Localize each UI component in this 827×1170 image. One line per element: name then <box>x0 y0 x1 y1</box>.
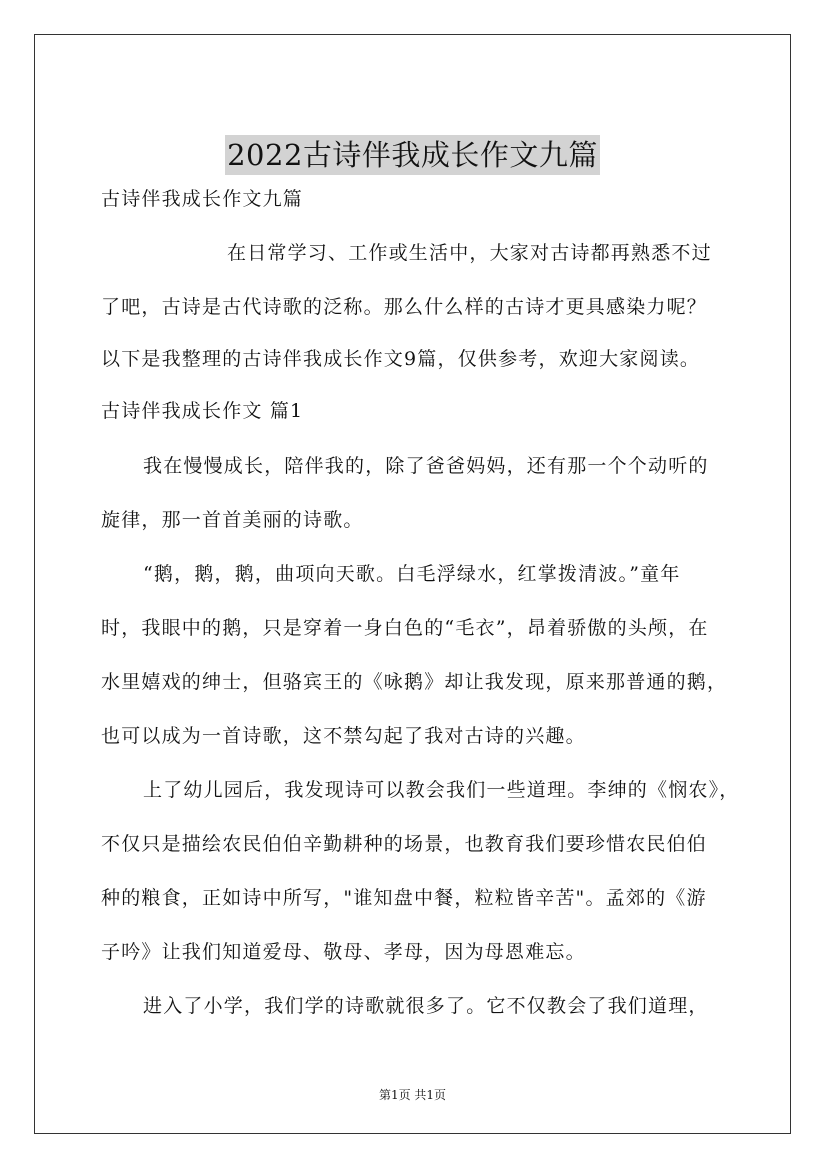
body-line: 旋律，那一首首美丽的诗歌。 <box>101 509 364 531</box>
body-line: 我在慢慢成长，陪伴我的，除了爸爸妈妈，还有那一个个动听的 <box>143 455 709 477</box>
body-line: 以下是我整理的古诗伴我成长作文9篇，仅供参考，欢迎大家阅读。 <box>101 348 701 370</box>
body-line: 进入了小学，我们学的诗歌就很多了。它不仅教会了我们道理， <box>143 995 709 1017</box>
subtitle-line: 古诗伴我成长作文九篇 <box>101 188 304 210</box>
body-line: 水里嬉戏的绅士，但骆宾王的《咏鹅》却让我发现，原来那普通的鹅， <box>101 671 728 693</box>
section-heading: 古诗伴我成长作文 篇1 <box>101 400 304 422</box>
body-line: 子吟》让我们知道爱母、敬母、孝母，因为母恩难忘。 <box>101 941 586 963</box>
body-line: 也可以成为一首诗歌，这不禁勾起了我对古诗的兴趣。 <box>101 725 586 747</box>
body-line: 种的粮食，正如诗中所写，"谁知盘中餐，粒粒皆辛苦"。孟郊的《游 <box>101 887 707 909</box>
body-line: 在日常学习、工作或生活中，大家对古诗都再熟悉不过 <box>227 242 712 264</box>
body-line: 时，我眼中的鹅，只是穿着一身白色的“毛衣”，昂着骄傲的头颅，在 <box>101 617 709 639</box>
body-line: 了吧，古诗是古代诗歌的泛称。那么什么样的古诗才更具感染力呢？ <box>101 296 708 318</box>
document-title: 2022古诗伴我成长作文九篇 <box>225 135 600 175</box>
title-wrap <box>35 135 790 175</box>
body-line: 不仅只是描绘农民伯伯辛勤耕种的场景，也教育我们要珍惜农民伯伯 <box>101 833 708 855</box>
document-page <box>34 34 791 1134</box>
body-line: 上了幼儿园后，我发现诗可以教会我们一些道理。李绅的《悯农》， <box>143 779 740 801</box>
page-footer: 第1页 共1页 <box>378 1088 447 1102</box>
body-line: “鹅，鹅，鹅，曲项向天歌。白毛浮绿水，红掌拨清波。”童年 <box>143 563 681 585</box>
